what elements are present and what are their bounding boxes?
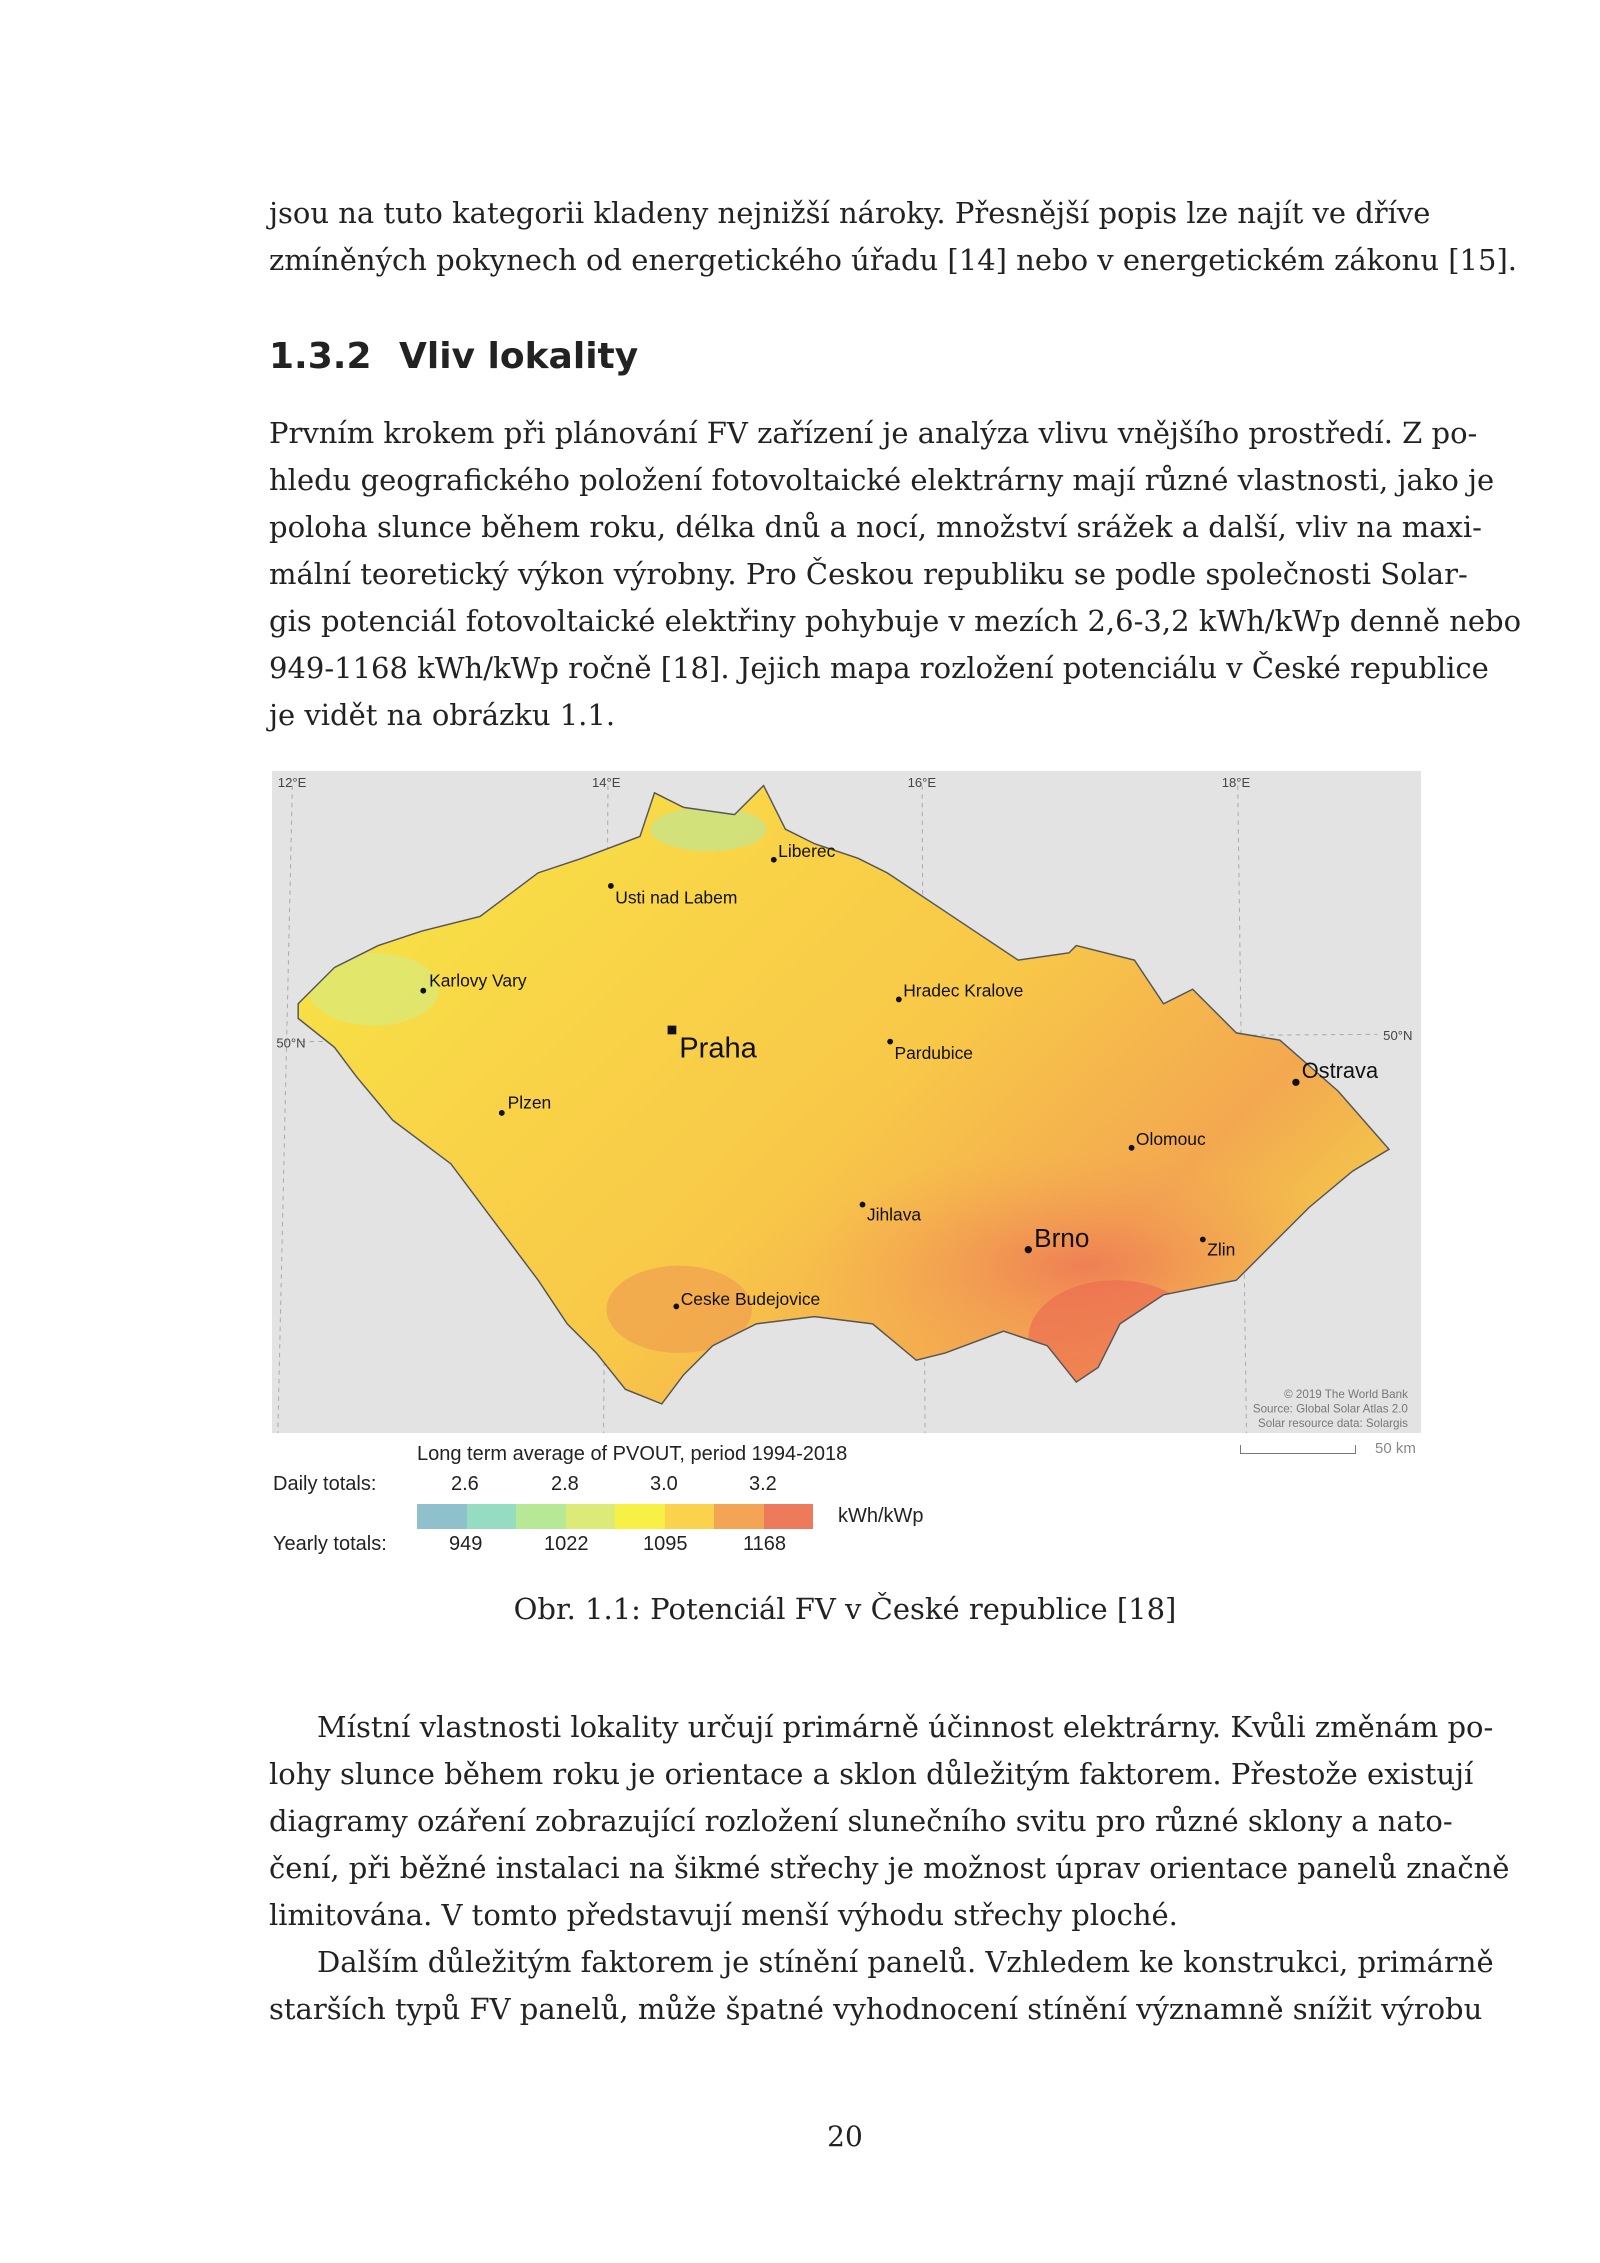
city-label: Ceske Budejovice <box>680 1288 821 1309</box>
lat-label: 50°N <box>276 1035 306 1051</box>
city-label: Olomouc <box>1135 1128 1206 1149</box>
yearly-tick: 1022 <box>544 1533 589 1555</box>
section-number: 1.3.2 <box>269 336 372 377</box>
text-line: jsou na tuto kategorii kladeny nejnižší nároky. Přesnější popis lze najít ve dříve <box>269 196 1431 230</box>
text-line: je vidět na obrázku 1.1. <box>269 698 616 732</box>
text-line: čení, při běžné instalaci na šikmé střechy je možnost úprav orientace panelů značně <box>269 1851 1510 1885</box>
text-line: gis potenciál fotovoltaické elektřiny pohybuje v mezích 2,6-3,2 kWh/kWp denně nebo <box>269 604 1522 638</box>
text-line: Prvním krokem při plánování FV zařízení je analýza vlivu vnějšího prostředí. Z po- <box>269 416 1478 450</box>
city-label: Zlin <box>1207 1239 1236 1260</box>
credit-text: Solar resource data: Solargis <box>1258 1417 1408 1431</box>
section-title: Vliv lokality <box>399 336 639 377</box>
yearly-tick: 1095 <box>643 1533 688 1555</box>
text-line: starších typů FV panelů, může špatné vyhodnocení stínění významně snížit výrobu <box>269 1992 1483 2026</box>
page-number: 20 <box>827 2120 863 2153</box>
lon-label: 18°E <box>1221 775 1251 791</box>
daily-tick: 3.2 <box>749 1473 777 1495</box>
city-label: Brno <box>1034 1222 1090 1253</box>
lon-label: 14°E <box>591 775 621 791</box>
city-label: Plzen <box>507 1092 552 1113</box>
text-line: mální teoretický výkon výrobny. Pro Českou republiku se podle společnosti Solar- <box>269 557 1468 591</box>
city-label: Usti nad Labem <box>615 887 738 908</box>
daily-totals-label: Daily totals: <box>273 1473 377 1495</box>
yearly-tick: 1168 <box>743 1533 787 1555</box>
color-swatch <box>665 1504 715 1529</box>
city-label: Hradec Kralove <box>903 980 1024 1001</box>
text-line: lohy slunce během roku je orientace a sklon důležitým faktorem. Přestože existují <box>269 1757 1474 1791</box>
figure-caption: Obr. 1.1: Potenciál FV v České republice [18] <box>513 1592 1177 1626</box>
lon-label: 12°E <box>277 775 307 791</box>
daily-tick: 3.0 <box>650 1473 678 1495</box>
legend-title: Long term average of PVOUT, period 1994-2018 <box>417 1443 848 1465</box>
city-label: Pardubice <box>894 1043 974 1064</box>
credit-text: © 2019 The World Bank <box>1284 1388 1408 1402</box>
city-label: Ostrava <box>1301 1057 1379 1083</box>
text-line: 949-1168 kWh/kWp ročně [18]. Jejich mapa rozložení potenciálu v České republice <box>269 651 1489 685</box>
color-swatch <box>714 1504 764 1529</box>
color-swatch <box>467 1504 517 1529</box>
daily-tick: 2.6 <box>451 1473 479 1495</box>
yearly-tick: 949 <box>449 1533 483 1555</box>
city-label: Jihlava <box>866 1204 922 1225</box>
color-swatch <box>615 1504 665 1529</box>
yearly-totals-label: Yearly totals: <box>273 1533 387 1555</box>
pv-potential-map <box>272 771 1421 1433</box>
lon-label: 16°E <box>907 775 937 791</box>
city-label: Karlovy Vary <box>429 970 527 991</box>
text-line: Dalším důležitým faktorem je stínění panelů. Vzhledem ke konstrukci, primárně <box>317 1945 1494 1979</box>
daily-tick: 2.8 <box>551 1473 579 1495</box>
text-line: hledu geografického položení fotovoltaické elektrárny mají různé vlastnosti, jako je <box>269 463 1495 497</box>
text-line: Místní vlastnosti lokality určují primárně účinnost elektrárny. Kvůli změnám po- <box>317 1710 1494 1744</box>
scale-bar <box>1240 1445 1356 1454</box>
city-label: Praha <box>679 1032 757 1065</box>
color-swatch <box>764 1504 814 1529</box>
scale-label: 50 km <box>1375 1440 1416 1457</box>
text-line: limitována. V tomto představují menší výhodu střechy ploché. <box>269 1898 1178 1932</box>
city-label: Liberec <box>778 840 836 861</box>
unit-label: kWh/kWp <box>838 1505 924 1527</box>
text-line: diagramy ozáření zobrazující rozložení slunečního svitu pro různé sklony a nato- <box>269 1804 1453 1838</box>
color-swatch <box>516 1504 566 1529</box>
color-swatch <box>566 1504 616 1529</box>
lat-label: 50°N <box>1383 1028 1413 1044</box>
color-swatch <box>417 1504 467 1529</box>
credit-text: Source: Global Solar Atlas 2.0 <box>1252 1402 1408 1416</box>
section-heading <box>269 336 638 377</box>
text-line: zmíněných pokynech od energetického úřadu [14] nebo v energetickém zákonu [15]. <box>269 243 1517 277</box>
text-line: poloha slunce během roku, délka dnů a nocí, množství srážek a další, vliv na maxi- <box>269 510 1482 544</box>
